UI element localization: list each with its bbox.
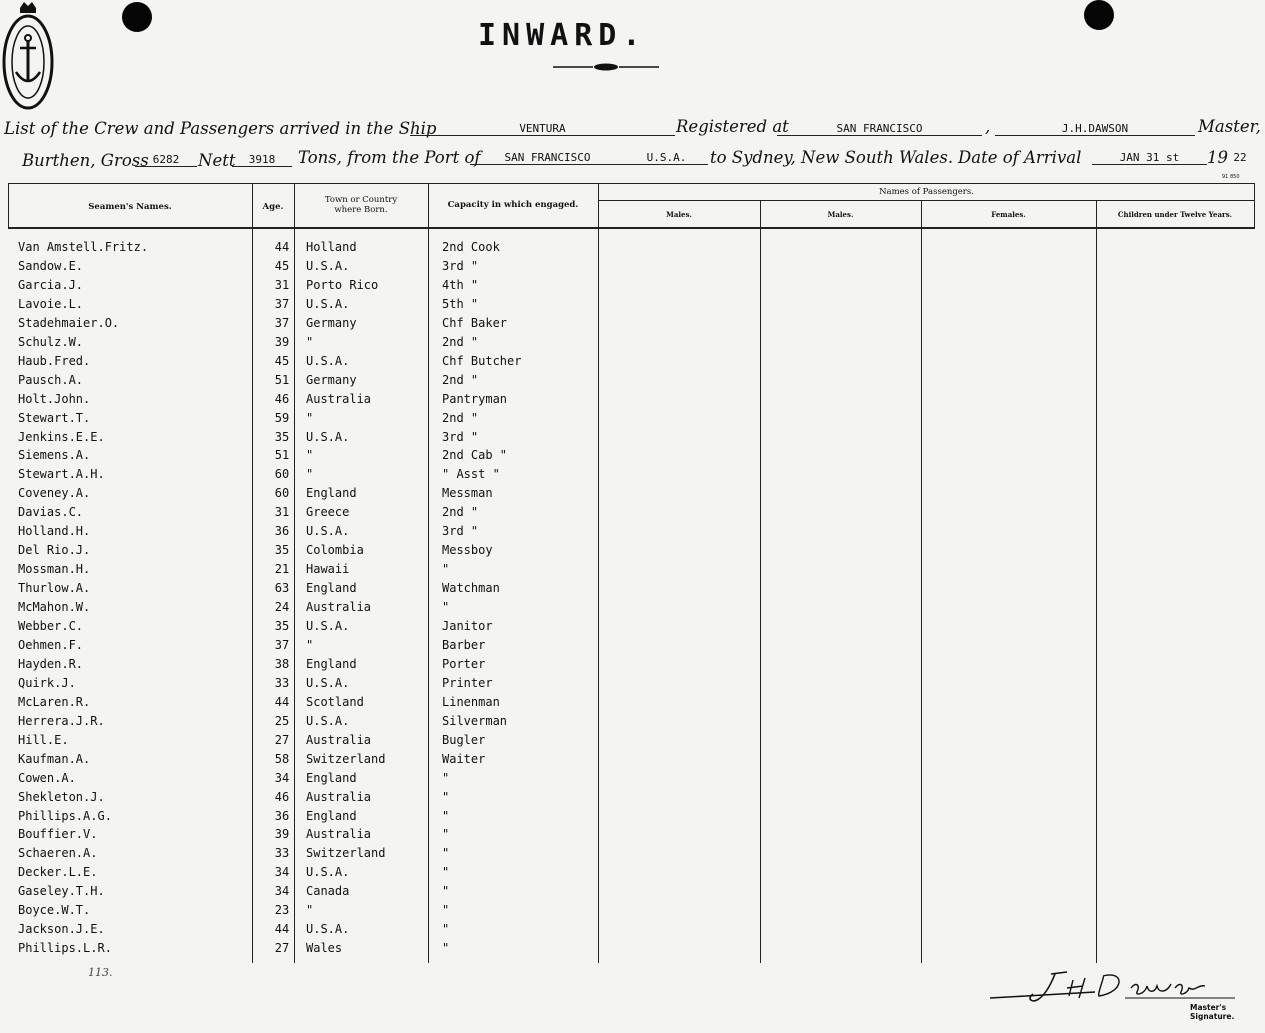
year-prefix: 19: [1207, 148, 1228, 167]
gross-tons-field: 6282: [135, 153, 197, 167]
seaman-birthplace: U.S.A.: [306, 922, 350, 937]
seaman-capacity: 2nd Cook: [442, 240, 500, 254]
seaman-capacity: 3rd ": [442, 258, 479, 273]
col-capacity: Capacity in which engaged.: [447, 200, 579, 210]
table-row: [8, 335, 1255, 354]
table-row: [8, 411, 1255, 430]
seaman-age: 44: [274, 240, 290, 254]
seaman-birthplace: ": [306, 410, 314, 425]
table-row: [8, 941, 1255, 960]
table-row: [8, 467, 1255, 486]
table-row: [8, 486, 1255, 505]
table-row: [8, 562, 1255, 581]
ship-name-field: VENTURA: [410, 122, 675, 136]
seaman-age: 60: [274, 467, 290, 482]
seaman-birthplace: Germany: [306, 315, 357, 330]
table-row: [8, 581, 1255, 600]
from-port-field: SAN FRANCISCO: [470, 151, 625, 165]
seaman-capacity: ": [442, 789, 450, 804]
table-row: [8, 297, 1255, 316]
seaman-birthplace: ": [306, 637, 314, 652]
seaman-capacity: ": [442, 827, 450, 842]
title-flourish: [553, 62, 659, 72]
seaman-capacity: ": [442, 770, 450, 785]
seaman-capacity: Chf Baker: [442, 315, 508, 330]
seaman-name: Hayden.R.: [18, 656, 84, 671]
seaman-name: Garcia.J.: [18, 277, 84, 292]
seaman-name: Bouffier.V.: [18, 827, 98, 842]
seaman-capacity: Chf Butcher: [442, 353, 522, 368]
punch-hole-left: [122, 2, 152, 32]
table-row: [8, 771, 1255, 790]
table-row: [8, 430, 1255, 449]
table-row: [8, 733, 1255, 752]
seaman-name: Siemens.A.: [18, 448, 91, 463]
seaman-birthplace: Wales: [306, 941, 343, 956]
seaman-capacity: ": [442, 922, 450, 937]
seaman-capacity: Watchman: [442, 581, 500, 596]
seaman-birthplace: U.S.A.: [306, 675, 350, 690]
seaman-age: 39: [274, 334, 290, 349]
seaman-age: 37: [274, 296, 290, 311]
burthen-label: Burthen, Gross: [22, 151, 149, 170]
seaman-birthplace: England: [306, 808, 357, 823]
table-row: [8, 259, 1255, 278]
seaman-age: 44: [274, 694, 290, 709]
seaman-capacity: Messboy: [442, 543, 493, 558]
year-suffix-field: 22: [1233, 151, 1247, 164]
seaman-age: 34: [274, 770, 290, 785]
page-title: INWARD.: [478, 18, 647, 53]
seaman-name: Schaeren.A.: [18, 846, 98, 861]
col-town-line1: Town or Country: [324, 195, 398, 205]
seaman-capacity: Messman: [442, 486, 493, 501]
table-row: [8, 657, 1255, 676]
seaman-name: Schulz.W.: [18, 334, 84, 349]
table-row: [8, 354, 1255, 373]
seaman-name: Stadehmaier.O.: [18, 315, 120, 330]
seaman-age: 63: [274, 581, 290, 596]
seaman-birthplace: U.S.A.: [306, 429, 350, 444]
seaman-name: Cowen.A.: [18, 770, 76, 785]
seaman-capacity: Bugler: [442, 732, 486, 747]
seaman-age: 33: [274, 675, 290, 690]
seaman-birthplace: Switzerland: [306, 751, 386, 766]
seaman-capacity: 4th ": [442, 277, 479, 292]
seaman-birthplace: Porto Rico: [306, 277, 379, 292]
table-row: [8, 240, 1255, 259]
seaman-birthplace: ": [306, 448, 314, 463]
seaman-capacity: ": [442, 808, 450, 823]
seaman-capacity: ": [442, 941, 450, 956]
seaman-capacity: ": [442, 903, 450, 918]
table-row: [8, 524, 1255, 543]
seaman-age: 39: [274, 827, 290, 842]
seaman-birthplace: Australia: [306, 732, 372, 747]
seaman-name: Davias.C.: [18, 505, 84, 520]
seaman-age: 38: [274, 656, 290, 671]
seaman-capacity: ": [442, 562, 450, 577]
seaman-name: Phillips.A.G.: [18, 808, 112, 823]
tally-note: 113.: [88, 966, 113, 979]
seaman-capacity: 2nd ": [442, 334, 479, 349]
seaman-capacity: Printer: [442, 675, 493, 690]
table-row: [8, 373, 1255, 392]
seaman-age: 24: [274, 600, 290, 615]
seaman-name: Haub.Fred.: [18, 353, 91, 368]
arrival-label: Date of Arrival: [958, 148, 1082, 167]
master-label: Master,: [1198, 117, 1261, 136]
seaman-birthplace: Canada: [306, 884, 350, 899]
table-row: [8, 448, 1255, 467]
seaman-age: 45: [274, 353, 290, 368]
col-town-line2: where Born.: [334, 205, 388, 215]
table-row: [8, 316, 1255, 335]
seaman-capacity: Janitor: [442, 619, 493, 633]
destination-label: to Sydney, New South Wales.: [710, 148, 954, 167]
form-number: 91 850: [1222, 174, 1240, 180]
table-row: [8, 790, 1255, 809]
table-row: [8, 392, 1255, 411]
table-row: [8, 543, 1255, 562]
col-children: Children under Twelve Years.: [1117, 210, 1233, 219]
crew-table: [8, 183, 1255, 963]
registered-label: Registered at: [676, 117, 789, 136]
seaman-name: McMahon.W.: [18, 600, 91, 615]
seaman-name: Phillips.L.R.: [18, 941, 112, 956]
seaman-capacity: Pantryman: [442, 391, 508, 406]
nett-tons-field: 3918: [232, 153, 292, 167]
seaman-age: 37: [274, 637, 290, 652]
seaman-name: Sandow.E.: [18, 258, 84, 273]
seaman-age: 34: [274, 884, 290, 899]
seaman-birthplace: England: [306, 486, 357, 501]
seaman-birthplace: Germany: [306, 372, 357, 387]
seaman-birthplace: England: [306, 656, 357, 671]
seaman-birthplace: U.S.A.: [306, 865, 350, 880]
seaman-capacity: 2nd ": [442, 410, 479, 425]
seaman-capacity: 5th ": [442, 296, 479, 311]
seaman-name: Thurlow.A.: [18, 581, 91, 596]
table-row: [8, 505, 1255, 524]
seaman-name: Hill.E.: [18, 732, 69, 747]
seaman-name: Holt.John.: [18, 391, 91, 406]
seaman-name: Stewart.T.: [18, 410, 91, 425]
from-country-field: U.S.A.: [625, 151, 708, 165]
seaman-birthplace: Australia: [306, 600, 372, 615]
table-row: [8, 922, 1255, 941]
nett-label: Nett: [198, 151, 236, 170]
seaman-age: 34: [274, 865, 290, 880]
punch-hole-right: [1084, 0, 1114, 30]
seaman-birthplace: Australia: [306, 789, 372, 804]
seaman-capacity: Waiter: [442, 751, 486, 766]
table-row: [8, 903, 1255, 922]
seaman-age: 45: [274, 258, 290, 273]
seaman-birthplace: ": [306, 903, 314, 918]
seaman-name: Stewart.A.H.: [18, 467, 105, 482]
seaman-birthplace: England: [306, 770, 357, 785]
col-age: Age.: [262, 202, 284, 212]
table-row: [8, 714, 1255, 733]
seaman-age: 35: [274, 429, 290, 444]
seaman-age: 46: [274, 391, 290, 406]
col-passengers-group: Names of Passengers.: [879, 187, 974, 197]
tons-from-label: Tons, from the Port of: [298, 148, 481, 167]
seaman-capacity: 2nd Cab ": [442, 448, 508, 463]
seaman-age: 44: [274, 922, 290, 937]
master-name-field: J.H.DAWSON: [995, 122, 1195, 136]
seaman-capacity: 2nd ": [442, 372, 479, 387]
seaman-age: 51: [274, 448, 290, 463]
seaman-capacity: " Asst ": [442, 467, 500, 482]
seaman-name: McLaren.R.: [18, 694, 91, 709]
seaman-birthplace: U.S.A.: [306, 353, 350, 368]
seaman-age: 58: [274, 751, 290, 766]
table-row: [8, 809, 1255, 828]
seaman-capacity: 2nd ": [442, 505, 479, 520]
seaman-age: 25: [274, 713, 290, 728]
seaman-capacity: ": [442, 865, 450, 880]
seaman-name: Van Amstell.Fritz.: [18, 240, 149, 254]
seaman-birthplace: Australia: [306, 391, 372, 406]
seaman-age: 27: [274, 941, 290, 956]
seaman-name: Jackson.J.E.: [18, 922, 105, 937]
seaman-birthplace: Holland: [306, 240, 357, 254]
col-females: Females.: [991, 210, 1026, 219]
seaman-age: 21: [274, 562, 290, 577]
seaman-name: Webber.C.: [18, 619, 84, 633]
header-comma: ,: [985, 117, 991, 136]
seaman-name: Del Rio.J.: [18, 543, 91, 558]
table-row: [8, 600, 1255, 619]
seaman-capacity: Porter: [442, 656, 486, 671]
seaman-birthplace: Switzerland: [306, 846, 386, 861]
seaman-name: Boyce.W.T.: [18, 903, 91, 918]
seaman-age: 59: [274, 410, 290, 425]
master-signature-mark: [985, 966, 1245, 1006]
seaman-name: Pausch.A.: [18, 372, 84, 387]
registered-port-field: SAN FRANCISCO: [777, 122, 982, 136]
seaman-capacity: ": [442, 846, 450, 861]
seaman-name: Shekleton.J.: [18, 789, 105, 804]
seaman-age: 35: [274, 543, 290, 558]
seaman-name: Kaufman.A.: [18, 751, 91, 766]
seaman-birthplace: U.S.A.: [306, 713, 350, 728]
seaman-birthplace: ": [306, 334, 314, 349]
seaman-capacity: 3rd ": [442, 524, 479, 539]
seaman-birthplace: U.S.A.: [306, 258, 350, 273]
seaman-birthplace: Greece: [306, 505, 350, 520]
seaman-age: 37: [274, 315, 290, 330]
seaman-age: 31: [274, 277, 290, 292]
table-row: [8, 846, 1255, 865]
seaman-name: Holland.H.: [18, 524, 91, 539]
seaman-name: Quirk.J.: [18, 675, 76, 690]
seaman-name: Herrera.J.R.: [18, 713, 105, 728]
seaman-birthplace: U.S.A.: [306, 296, 350, 311]
table-row: [8, 827, 1255, 846]
seaman-name: Jenkins.E.E.: [18, 429, 105, 444]
seaman-name: Decker.L.E.: [18, 865, 98, 880]
seaman-capacity: Barber: [442, 637, 486, 652]
seaman-birthplace: U.S.A.: [306, 619, 350, 633]
col-seamen-names: Seamen's Names.: [88, 202, 172, 212]
seaman-birthplace: ": [306, 467, 314, 482]
table-row: [8, 752, 1255, 771]
seaman-age: 46: [274, 789, 290, 804]
seaman-name: Coveney.A.: [18, 486, 91, 501]
table-row: [8, 884, 1255, 903]
seaman-capacity: 3rd ": [442, 429, 479, 444]
seaman-age: 35: [274, 619, 290, 633]
table-row: [8, 619, 1255, 638]
crew-list-prefix: List of the Crew and Passengers arrived in the Ship: [4, 119, 437, 138]
col-males-1: Males.: [666, 210, 692, 219]
seaman-age: 31: [274, 505, 290, 520]
col-males-2: Males.: [827, 210, 854, 219]
seaman-name: Gaseley.T.H.: [18, 884, 105, 899]
table-row: [8, 278, 1255, 297]
seaman-age: 33: [274, 846, 290, 861]
table-row: [8, 695, 1255, 714]
seaman-birthplace: Scotland: [306, 694, 364, 709]
seaman-age: 36: [274, 808, 290, 823]
seaman-name: Lavoie.L.: [18, 296, 84, 311]
seaman-age: 27: [274, 732, 290, 747]
seaman-birthplace: Colombia: [306, 543, 364, 558]
seaman-capacity: Silverman: [442, 713, 508, 728]
seaman-capacity: ": [442, 884, 450, 899]
seaman-age: 60: [274, 486, 290, 501]
table-row: [8, 865, 1255, 884]
anchor-seal-icon: [0, 0, 56, 112]
signature-label: Master's Signature.: [1190, 1003, 1235, 1021]
table-row: [8, 638, 1255, 657]
seaman-name: Mossman.H.: [18, 562, 91, 577]
seaman-age: 51: [274, 372, 290, 387]
seaman-age: 23: [274, 903, 290, 918]
seaman-age: 36: [274, 524, 290, 539]
seaman-birthplace: Australia: [306, 827, 372, 842]
seaman-birthplace: England: [306, 581, 357, 596]
seaman-capacity: ": [442, 600, 450, 615]
seaman-name: Oehmen.F.: [18, 637, 84, 652]
seaman-birthplace: Hawaii: [306, 562, 350, 577]
seaman-capacity: Linenman: [442, 694, 500, 709]
table-row: [8, 676, 1255, 695]
seaman-birthplace: U.S.A.: [306, 524, 350, 539]
arrival-date-field: JAN 31 st: [1092, 151, 1207, 165]
